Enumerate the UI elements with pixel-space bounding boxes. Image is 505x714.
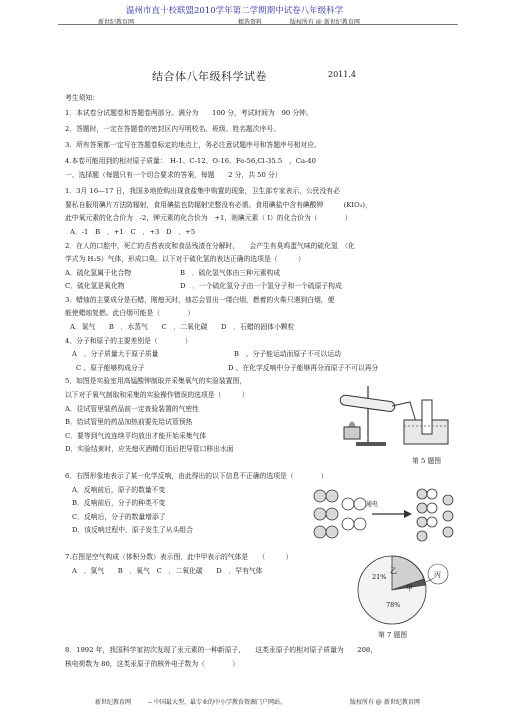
q4-option-b: B 、分子能运动而原子不可以运动 bbox=[234, 350, 341, 358]
notes-heading: 考生须知： bbox=[65, 94, 99, 102]
q6-option-b: B．反响前后，分子的种类不变 bbox=[72, 499, 166, 507]
q6-option-d: D．该反响过程中，原子发生了从头组合 bbox=[72, 526, 193, 534]
footer-mid: -- 中国最大型、最专业的中小学教育资源门户网站。 bbox=[148, 699, 286, 706]
q8-line2: 核电荷数为 80，这类汞原子的核外电子数为（ ） bbox=[65, 660, 239, 668]
q2-line1: 2．在人的口腔中，死亡的舌苔表皮和食品残渣在分解时， 会产生有臭鸡蛋气味的硫化氢 （化 bbox=[65, 242, 355, 250]
q4-line1: 4、分子和原子的主要差别是（ ） bbox=[65, 337, 192, 345]
q7-line1: 7.右图是空气构成（体积分数）表示图，此中甲表示的气体是 （ ） bbox=[65, 553, 293, 561]
q7-options: A ．氮气 B ．氧气 C ．二氧化碳 D ．罕有气体 bbox=[72, 567, 263, 575]
pie-percent-78: 78% bbox=[386, 601, 401, 609]
q5-option-d: D．实验结束时，应先熄灭酒精灯而后把导管口移出水面 bbox=[65, 445, 234, 453]
q6-option-a: A．反响前后，原子的数量不变 bbox=[72, 486, 166, 494]
q5-line2: 以下对于氧气制取和采集的实验操作错误的选项是（ ） bbox=[65, 391, 249, 399]
q2-line2: 学式为 H₂S）气体，形成口臭。以下对于硫化氢的表达正确的选项是（ ） bbox=[65, 255, 305, 263]
fig7-caption: 第 7 题图 bbox=[378, 631, 408, 639]
q2-option-a: A．硫化氢属于化合物 bbox=[65, 269, 132, 277]
q4-option-d: D 、在化学反响中分子能够再分而原子不可以再分 bbox=[228, 364, 379, 372]
pie-label-yi: 乙 bbox=[390, 567, 397, 575]
note-4: 4.本卷可能用到的相对原子质量： H-1、C-12、O-16、Fe-56,Cl-35.5 ，Ca-40 bbox=[65, 157, 316, 165]
reaction-arrow-label: 通电 bbox=[366, 501, 379, 508]
q4-option-c: C 、原子能够构成分子 bbox=[76, 364, 145, 372]
header-title: 温州市直十校联盟2010学年第二学期期中试卷八年级科学 bbox=[126, 6, 344, 16]
pie-percent-21: 21% bbox=[372, 573, 387, 581]
q8-line1: 8．1992 年，我国科学家初次发现了汞元素的一种新原子， 这类汞原子的相对原子质量为 208， bbox=[65, 646, 378, 654]
fig5-caption: 第 5 题图 bbox=[412, 457, 442, 465]
q1-options: A．-1 B ．+1 C ．+3 D ．+5 bbox=[70, 228, 196, 236]
exam-date: 2011.4 bbox=[328, 70, 356, 79]
q1-line2: 要私自服用碘片方法防辐射，食用碘盐也防辐射完整没有必需。食用碘盐中含有碘酸钾 (KIO₃)， bbox=[65, 201, 372, 209]
note-3: 3．所有答案都一定写在答题卷标定的地点上，务必注意试题序号和答题序号相对应。 bbox=[65, 141, 321, 149]
q2-option-d: D ．一个硫化氢分子由一个氢分子和一个硫原子构成 bbox=[180, 282, 342, 290]
q5-option-c: C．要等到气流连续平均放出才能开始采集气体 bbox=[65, 432, 207, 440]
q2-option-b: B ．硫化氢气体由三种元素构成 bbox=[180, 269, 281, 277]
footer-right: 版权所有 @ 新世纪教育网 bbox=[350, 699, 420, 706]
note-1: 1．本试卷分试题卷和答题卷两部分。满分为 100 分，考试时间为 90 分钟。 bbox=[65, 109, 313, 117]
q5-option-b: B．给试管里的药品加热前要先给试管预热 bbox=[65, 418, 193, 426]
exam-title: 结合体八年级科学试卷 bbox=[152, 70, 267, 83]
q5-option-a: A．往试管里装药品前一定查验装置的气密性 bbox=[65, 405, 200, 413]
q3-line1: 3．蜡烛的主要成分是石蜡，刚熄灭时，烛芯会冒出一缕白烟，燃着的火柴只遇到白烟，便 bbox=[65, 296, 335, 304]
q6-line1: 6．右图形象地表示了某一化学反响，由此得出的以下信息不正确的选项是（ ） bbox=[65, 472, 328, 480]
oxygen-apparatus-figure bbox=[330, 372, 460, 462]
pie-label-bing: 丙 bbox=[434, 571, 441, 579]
q2-option-c: C．硫化氢是氧化物 bbox=[65, 282, 125, 290]
section-heading: 一、选择题（每题只有一个切合要求的答案，每题 2 分，共 50 分） bbox=[65, 171, 282, 179]
q4-option-a: A 、分子质量大于原子质量 bbox=[72, 350, 159, 358]
air-composition-pie bbox=[346, 552, 456, 630]
note-2: 2．答题时，一定在答题卷的密封区内写明校名、班级、姓名题次序号。 bbox=[65, 125, 281, 133]
q5-line1: 5．如图是实验室用高锰酸钾制取并采集氧气的实验装置图， bbox=[65, 377, 247, 385]
header-rule bbox=[58, 24, 458, 25]
header-left: 新世纪教育网 bbox=[98, 19, 135, 26]
q3-options: A．氮气 B ．水蒸气 C ．二氧化碳 D ．石蜡的固体小颗粒 bbox=[70, 323, 295, 331]
q1-line3: 此中氧元素的化合价为 -2，钾元素的化合价为 +1，则碘元素（ I）的化合价为（ ） bbox=[65, 214, 352, 222]
reaction-diagram bbox=[310, 484, 460, 544]
q3-line2: 能使蜡烛复燃。此白烟可能是（ ） bbox=[65, 309, 195, 317]
q6-option-c: C．反响后，分子的数量增添了 bbox=[72, 513, 166, 521]
header-mid: 精选资料 bbox=[238, 19, 263, 26]
footer-left: 新世纪教育网 bbox=[95, 699, 132, 706]
q1-line1: 1．3月 16—17 日，我国多地抢购出现食盐集中购置的现象，卫生部专家表示，公民没有必 bbox=[65, 187, 340, 195]
pie-label-jia: 甲 bbox=[406, 584, 413, 592]
header-right: 版权所有 @ 新世纪教育网 bbox=[290, 19, 360, 26]
